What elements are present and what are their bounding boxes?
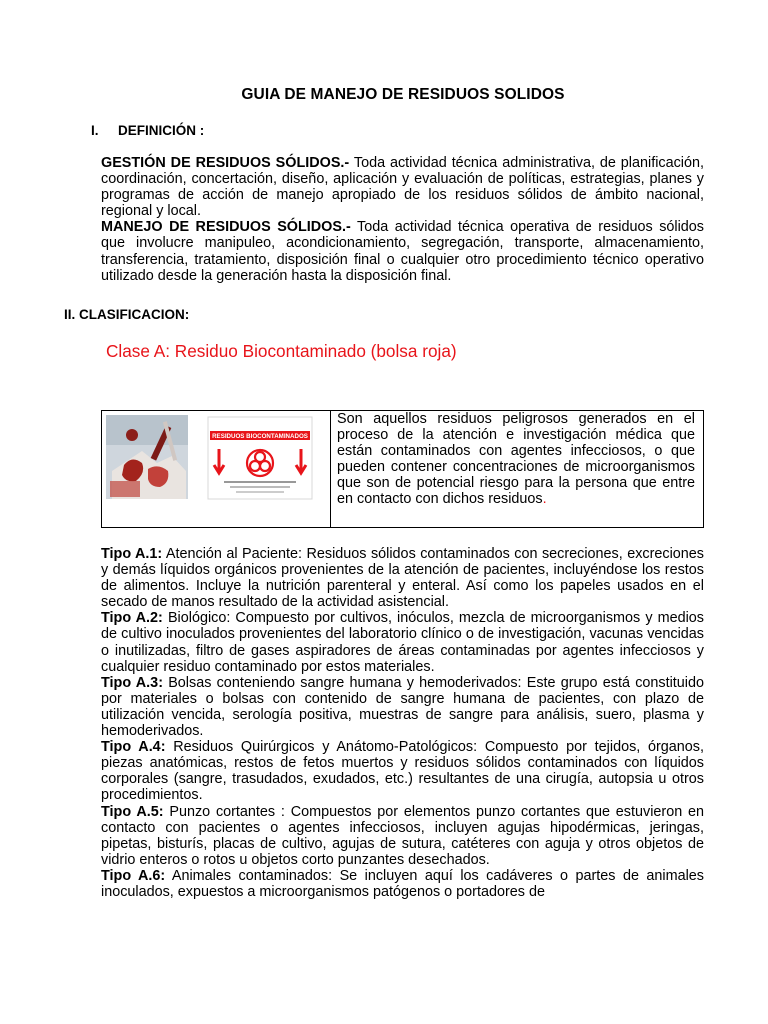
lab-photo: [106, 415, 188, 499]
tipo-text: Animales contaminados: Se incluyen aquí los cadáveres o partes de animales inoculados, expuestos a microorganismos patógenos o portadores de: [101, 867, 704, 900]
section-definicion-heading: [91, 123, 205, 138]
biohazard-label: [208, 417, 312, 499]
definition-manejo: [101, 219, 704, 283]
tipo-label: Tipo A.6:: [101, 867, 166, 884]
description-period: .: [542, 491, 547, 508]
section-heading-text: DEFINICIÓN :: [118, 123, 205, 138]
tipo-text: Atención al Paciente: Residuos sólidos contaminados con secreciones, excreciones y demás líquidos orgánicos provenientes de la atención de pacientes, incluyéndose los restos de alimentos. Incluye la nutrición parenteral y enteral. Así como los papeles usados en el secado de manos resultado de la actividad asistencial.: [101, 546, 704, 611]
biocontaminated-photos: [102, 411, 328, 527]
definition-term: GESTIÓN DE RESIDUOS SÓLIDOS.-: [101, 155, 350, 171]
tipo-label: Tipo A.2:: [101, 610, 163, 627]
tipo-a2: [101, 610, 704, 674]
tipo-a6: [101, 868, 704, 900]
tipo-text: Biológico: Compuesto por cultivos, inóculos, mezcla de microorganismos y medios de cultivo inoculados provenientes del laboratorio clínico o de investigación, vacunas vencidas o inutilizadas, filtro de gases aspiradores de áreas contaminadas por agentes infecciosos y cualquier residuo contaminado por estos materiales.: [101, 610, 704, 675]
definition-text: Toda actividad técnica operativa de residuos sólidos que involucre manipuleo, acondicionamiento, segregación, transporte, almacenamiento, transferencia, tratamiento, disposición final o cualquier otro procedimiento técnico operativo utilizado desde la generación hasta la disposición final.: [101, 219, 704, 284]
biohazard-label-text: RESIDUOS BIOCONTAMINADOS: [212, 433, 308, 440]
definitions-block: [101, 155, 704, 284]
section-number: I.: [91, 123, 99, 138]
section-clasificacion-heading: II. CLASIFICACION:: [64, 307, 190, 322]
clase-a-heading: Clase A: Residuo Biocontaminado (bolsa roja): [106, 341, 457, 361]
description-text: Son aquellos residuos peligrosos generados en el proceso de la atención e investigación médica que están contaminados con agentes infecciosos, o que pueden contener concentraciones de microorganismos que son de potencial riesgo para la persona que entre en contacto con dichos residuos: [337, 411, 695, 508]
definition-term: MANEJO DE RESIDUOS SÓLIDOS.-: [101, 219, 351, 236]
tipo-label: Tipo A.3:: [101, 674, 163, 691]
tipo-label: Tipo A.1:: [101, 546, 163, 562]
clase-a-description: [331, 411, 703, 527]
tipo-text: Residuos Quirúrgicos y Anátomo-Patológicos: Compuesto por tejidos, órganos, piezas anatómicas, restos de fetos muertos y residuos sólidos contaminados con líquidos corporales (sangre, trasudados, exudados, etc.) resultantes de una cirugía, autopsia u otros procedimientos.: [101, 739, 704, 804]
tipos-list: [101, 546, 704, 900]
definition-text: Toda actividad técnica administrativa, de planificación, coordinación, concertación, diseño, aplicación y evaluación de políticas, estrategias, planes y programas de acción de manejo apropiado de los residuos sólidos de ámbito nacional, regional y local.: [101, 155, 704, 220]
document-title: GUIA DE MANEJO DE RESIDUOS SOLIDOS: [241, 86, 565, 103]
tipo-a3: [101, 675, 704, 739]
tipo-a4: [101, 739, 704, 803]
clase-a-table: [101, 410, 704, 528]
tipo-label: Tipo A.4:: [101, 739, 166, 756]
tipo-text: Punzo cortantes : Compuestos por elementos punzo cortantes que estuvieron en contacto con pacientes o agentes infecciosos, incluyen agujas hipodérmicas, jeringas, pipetas, bisturís, placas de cultivo, agujas de sutura, catéteres con aguja y otros objetos de vidrio enteros o rotos u objetos corto punzantes desechados.: [101, 803, 704, 868]
image-cell: [102, 411, 331, 527]
tipo-a5: [101, 804, 704, 868]
tipo-label: Tipo A.5:: [101, 803, 164, 820]
tipo-text: Bolsas conteniendo sangre humana y hemoderivados: Este grupo está constituido por materiales o bolsas con contenido de sangre humana de pacientes, con plazo de utilización vencida, serología positiva, muestras de sangre para análisis, suero, plasma y hemoderivados.: [101, 674, 704, 740]
tipo-a1: [101, 546, 704, 610]
definition-gestion: [101, 155, 704, 219]
